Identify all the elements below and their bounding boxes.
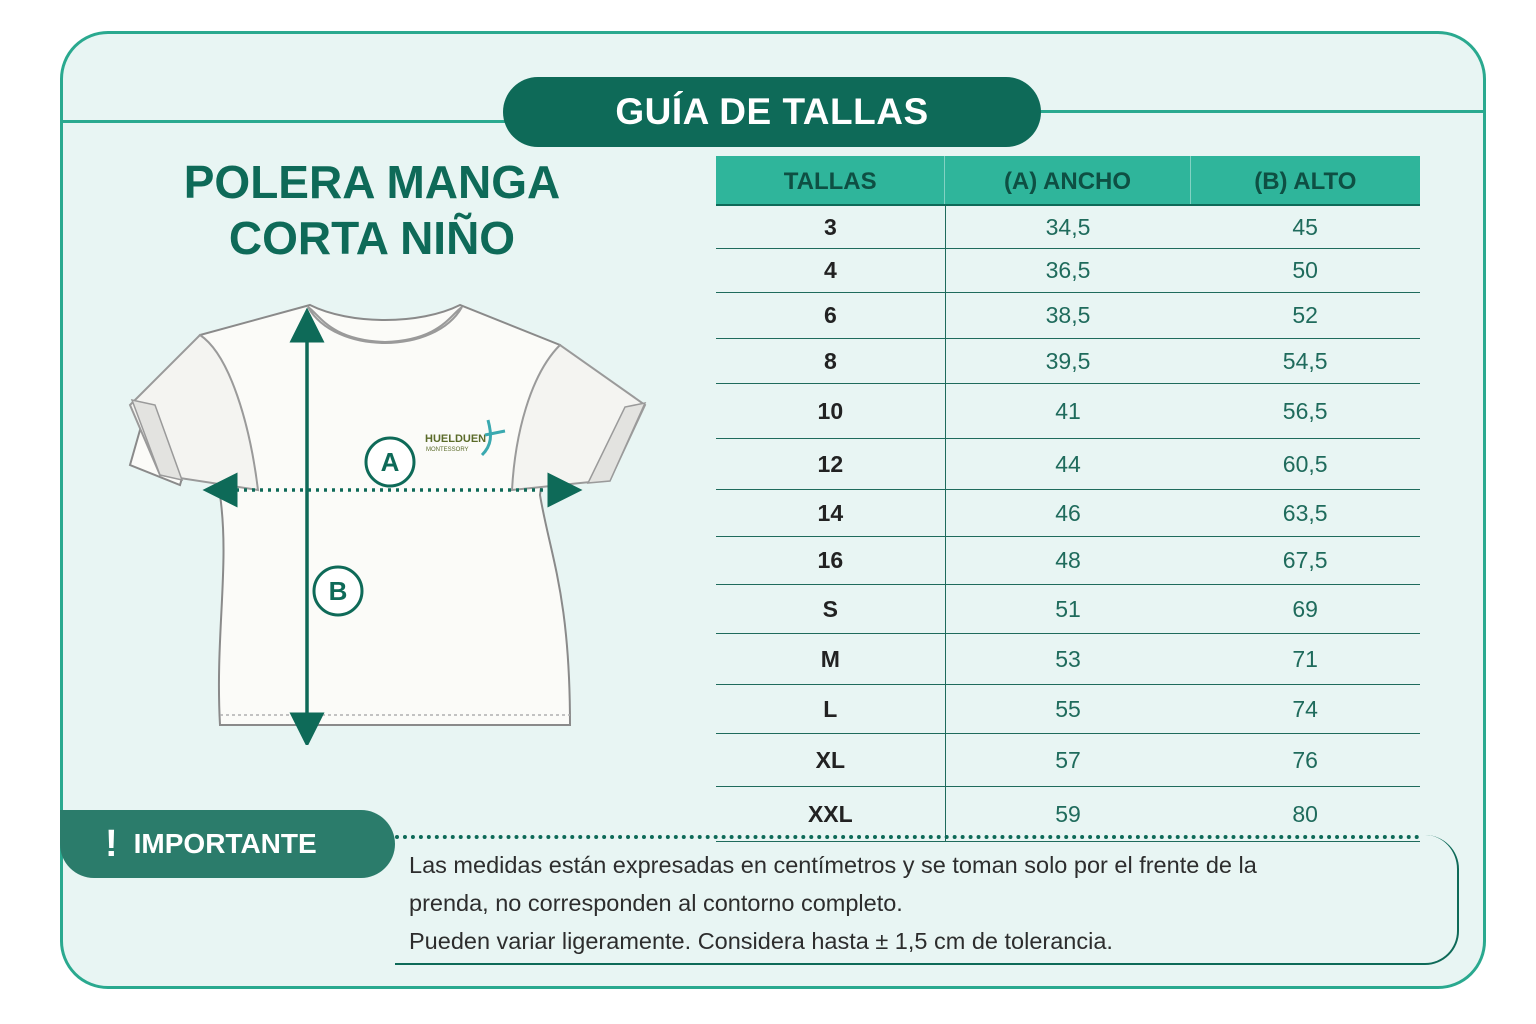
product-title-line-2: CORTA NIÑO	[228, 212, 516, 264]
cell-alto: 52	[1292, 302, 1318, 328]
cell-ancho: 41	[1055, 397, 1081, 424]
cell-ancho: 36,5	[1045, 257, 1091, 283]
page-title: GUÍA DE TALLAS	[503, 77, 1041, 147]
header-alto: (B) ALTO	[1190, 156, 1420, 204]
size-table	[716, 156, 1420, 842]
logo-name: HUELDUEN	[425, 433, 487, 445]
cell-alto: 76	[1292, 746, 1318, 773]
table-header	[716, 156, 1420, 206]
logo-subtitle: MONTESSORY	[426, 447, 469, 453]
cell-talla: XL	[716, 734, 946, 786]
important-label: IMPORTANTE	[133, 828, 317, 859]
table-body	[716, 206, 1420, 842]
table-row	[716, 439, 1420, 490]
product-title-line-1: POLERA MANGA	[183, 156, 561, 208]
cell-talla: S	[716, 585, 946, 633]
cell-ancho: 44	[1055, 450, 1081, 477]
important-line-2: prenda, no corresponden al contorno completo.	[409, 890, 903, 916]
cell-ancho: 55	[1055, 695, 1081, 722]
important-text	[409, 846, 1429, 960]
cell-ancho: 59	[1055, 800, 1081, 827]
cell-ancho: 53	[1055, 645, 1081, 672]
header-ancho: (A) ANCHO	[944, 156, 1189, 204]
cell-ancho: 38,5	[1045, 302, 1091, 328]
cell-alto: 63,5	[1282, 499, 1328, 526]
cell-ancho: 46	[1055, 499, 1081, 526]
header-tallas: TALLAS	[783, 168, 877, 195]
cell-talla: 12	[716, 439, 946, 489]
cell-talla: XXL	[716, 787, 946, 841]
important-line-3: Pueden variar ligeramente. Considera hasta ± 1,5 cm de tolerancia.	[409, 928, 1113, 954]
cell-alto: 74	[1292, 695, 1318, 722]
table-row	[716, 537, 1420, 585]
table-row	[716, 249, 1420, 293]
cell-talla: 3	[716, 206, 946, 248]
important-badge	[60, 810, 395, 878]
table-row	[716, 634, 1420, 685]
cell-talla: L	[716, 685, 946, 733]
header-rule-left	[63, 120, 513, 123]
measure-a-label: A	[380, 447, 400, 477]
header-rule-right	[1030, 110, 1485, 113]
product-title	[150, 154, 594, 266]
measure-b-label: B	[328, 576, 348, 606]
cell-alto: 67,5	[1282, 547, 1328, 573]
cell-ancho: 34,5	[1045, 213, 1091, 240]
cell-alto: 56,5	[1282, 397, 1328, 424]
cell-talla: M	[716, 634, 946, 684]
important-line-1: Las medidas están expresadas en centímetros y se toman solo por el frente de la	[409, 852, 1257, 878]
cell-talla: 10	[716, 384, 946, 438]
tshirt-diagram	[120, 295, 660, 745]
cell-alto: 50	[1292, 257, 1318, 283]
exclamation-icon: !	[105, 822, 118, 865]
cell-alto: 54,5	[1282, 347, 1328, 374]
cell-talla: 16	[716, 537, 946, 584]
table-row	[716, 734, 1420, 787]
cell-ancho: 39,5	[1045, 347, 1091, 374]
cell-talla: 14	[716, 490, 946, 536]
table-row	[716, 293, 1420, 339]
cell-ancho: 51	[1055, 595, 1081, 622]
table-row	[716, 206, 1420, 249]
cell-talla: 4	[716, 249, 946, 292]
cell-alto: 69	[1292, 595, 1318, 622]
cell-talla: 8	[716, 339, 946, 383]
table-row	[716, 339, 1420, 384]
table-row	[716, 685, 1420, 734]
cell-alto: 80	[1292, 800, 1318, 827]
cell-ancho: 48	[1055, 547, 1081, 573]
table-row	[716, 384, 1420, 439]
table-row	[716, 787, 1420, 842]
cell-alto: 45	[1292, 213, 1318, 240]
cell-talla: 6	[716, 293, 946, 338]
table-row	[716, 490, 1420, 537]
cell-alto: 60,5	[1282, 450, 1328, 477]
cell-ancho: 57	[1055, 746, 1081, 773]
cell-alto: 71	[1292, 645, 1318, 672]
table-row	[716, 585, 1420, 634]
